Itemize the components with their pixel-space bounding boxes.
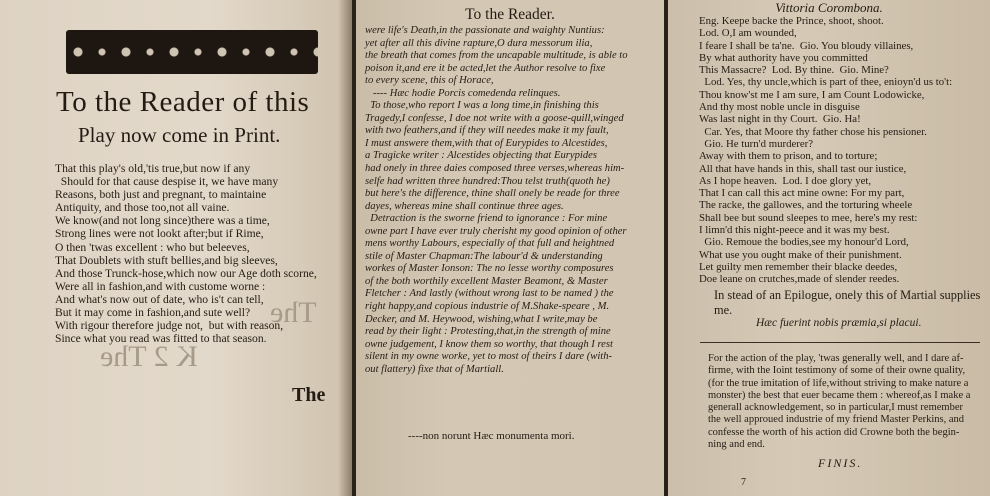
preface-text: were life's Death,in the passionate and waighty Nuntius: yet after all this divine rapture,O dura messorum ilia, the breath that comes from the uncapable multitude, is able to poison it,and ere it be acted,let the Author resolve to fixe to every scene, this of Horace, ---- Hæc hodie Porcis comedenda relinques. To those,who report I was a long time,in finishing this Tragedy,I confesse, I doe not write with a goose-quill,winged with two feathers,and if they will needes make it my fault, I must answere them,with that of Eurypides to Alcestides, a Tragicke writer : Alcestides objecting that Eurypides had onely in three daies composed three verses,whereas him- selfe had written three hundred:Thou telst truth(quoth he) but here's the difference, thine shall onely be reade for three dayes, whereas mine shall continue three ages. Detraction is the sworne friend to ignorance : For mine owne part I have ever truly cherisht my good opinion of other mens worthy Labours, especially of that full and heightned stile of Master Chapman:The labour'd & understanding workes of Master Ionson: The no lesse worthy composures of the both worthily excellent Master Beamont, & Master Fletcher : And lastly (without wrong last to be named ) the right happy,and copious industrie of M.Shake-speare , M. Decker, and M. Heywood, wishing,what I write,may be read by their light : Protesting,that,in the strength of mine owne judgement, I know them so worthy, that though I rest silent in my owne worke, yet to most of theirs I dare (with- out flattery) fixe that of Martiall. <box>365 25 628 375</box>
middle-page <box>356 0 664 496</box>
divider <box>700 342 980 343</box>
bleed-through-text: The <box>270 296 317 329</box>
ornament-headpiece <box>66 30 318 74</box>
epilogue-line: In stead of an Epilogue, onely this of Martial supplies me. <box>714 288 981 317</box>
bleed-through-signature: K 2 The <box>100 340 198 373</box>
page-subtitle: Play now come in Print. <box>78 123 281 147</box>
left-page <box>0 0 352 496</box>
finis-mark: FINIS. <box>818 456 863 470</box>
page-gutter-shadow <box>338 0 352 496</box>
latin-motto: Hæc fuerint nobis præmia,si placui. <box>756 317 922 329</box>
page-number: 7 <box>741 477 746 488</box>
running-header: To the Reader. <box>465 6 555 23</box>
actors-note: For the action of the play, 'twas generally well, and I dare af- firme, with the Ioint testimony of some of their owne quality, (for the true imitation of life,without striving to make nature a monster) the best that euer became them : whereof,as I make a generall acknowledgement, so in particular,I must remember the well approued industrie of my friend Master Perkins, and confesse the worth of his action did Crowne both the begin- ning and end. <box>708 353 971 451</box>
closing-quotation: ----non norunt Hæc monumenta mori. <box>408 430 575 442</box>
catchword: The <box>292 384 326 406</box>
play-dialogue: Eng. Keepe backe the Prince, shoot, shoot. Lod. O,I am wounded, I feare I shall be ta'ne. Gio. You bloudy villaines, By what authority have you committed This Massacre? Lod. By thine. Gio. Mine? Lod. Yes, thy uncle,which is part of thee, enioyn'd us to't: Thou know'st me I am sure, I am Count Lodowicke, And thy most noble uncle in disguise Was last night in thy Court. Gio. Ha! Car. Yes, that Moore thy father chose his pensioner. Gio. He turn'd murderer? Away with them to prison, and to torture; All that have hands in this, shall tast our iustice, As I hope heaven. Lod. I doe glory yet, That I can call this act mine owne: For my part, The racke, the gallowes, and the torturing wheele Shall bee but sound sleepes to mee, here's my rest: I limn'd this night-peece and it was my best. Gio. Remoue the bodies,see my honour'd Lord, What use you ought make of their punishment. Let guilty men remember their blacke deedes, Doe leane on crutches,made of slender reedes. <box>699 15 953 286</box>
running-header: Vittoria Corombona. <box>775 0 883 15</box>
right-page <box>668 0 990 496</box>
reader-poem: That this play's old,'tis true,but now if any Should for that cause despise it, we have many Reasons, both just and pregnant, to maintaine Antiquity, and those too,not all vaine. We know(and not long since)there was a time, Strong lines were not lookt after;but if Rime, O then 'twas excellent : who but beleeves, That Doublets with stuft bellies,and big sleeves, And those Trunck-hose,which now our Age doth scorne, Were all in fashion,and with custome worne : And what's now out of date, who is't can tell, But it may come in fashion,and sute well? With rigour therefore judge not, but with reason, Since what you read was fitted to that season. <box>55 162 317 346</box>
page-title: To the Reader of this <box>56 86 310 118</box>
